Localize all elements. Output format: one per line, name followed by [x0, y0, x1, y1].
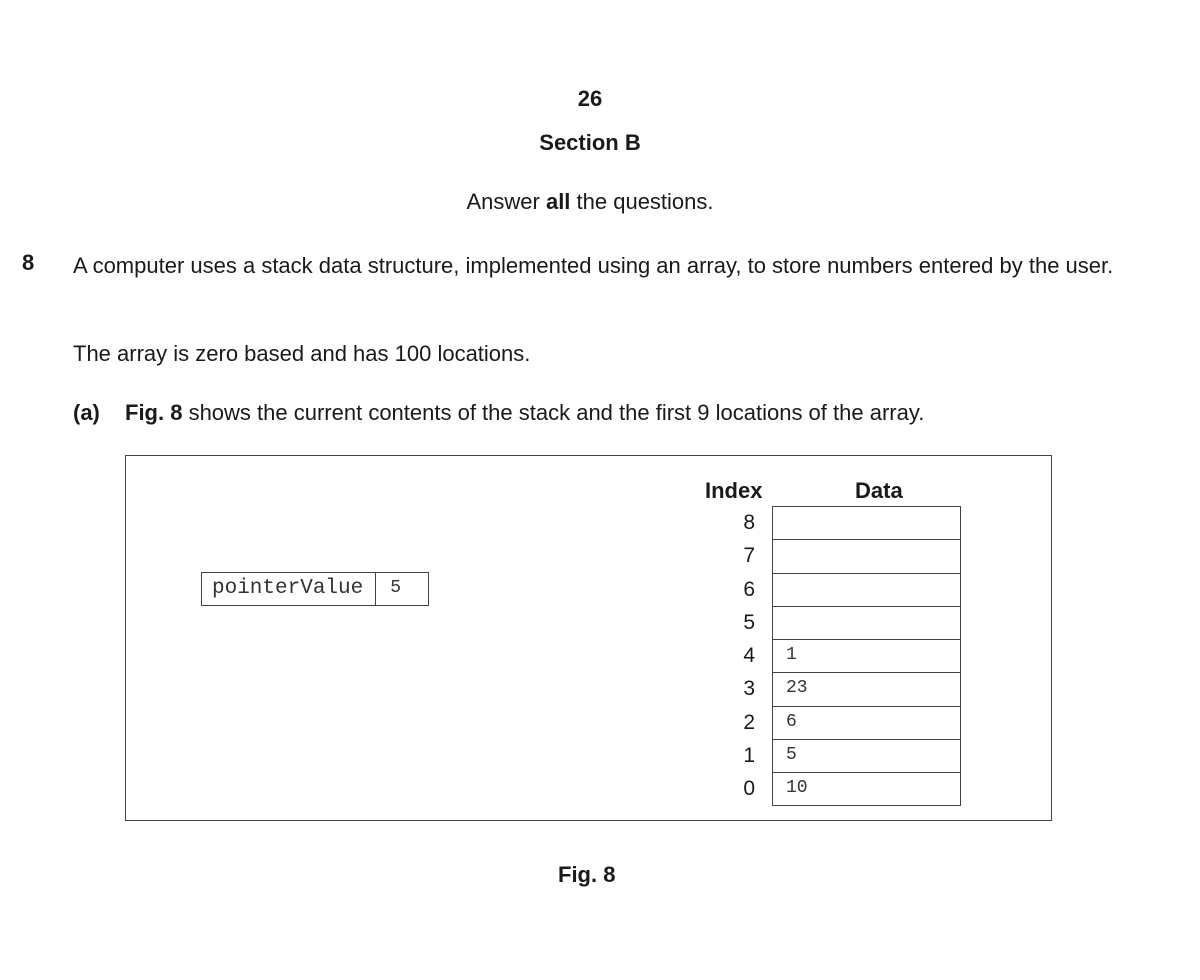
array-row [700, 772, 961, 805]
instruction-emphasis: all [545, 189, 571, 214]
array-row-data-cell [772, 506, 961, 539]
array-row-index: 7 [743, 544, 755, 568]
instruction-prefix: Answer [466, 189, 546, 214]
instruction-suffix: the questions. [570, 189, 714, 214]
data-column-header: Data [855, 478, 903, 503]
part-text [125, 400, 924, 426]
pointer-variable-box [201, 572, 429, 606]
question-text-array-info: The array is zero based and has 100 locations. [73, 341, 531, 366]
figure-caption: Fig. 8 [558, 862, 616, 887]
question-text: A computer uses a stack data structure, implemented using an array, to store numbers entered by the user. [73, 253, 1114, 278]
array-row-data-cell: 10 [772, 772, 961, 805]
stack-array-table [700, 506, 961, 806]
array-row [700, 606, 961, 639]
array-row-data-cell: 6 [772, 706, 961, 739]
array-row-index: 6 [743, 577, 755, 601]
part-label: (a) [73, 400, 100, 425]
array-row [700, 739, 961, 772]
array-row [700, 573, 961, 606]
array-row-data-cell [772, 606, 961, 639]
array-row-index: 1 [743, 744, 755, 768]
array-row-index: 5 [743, 610, 755, 634]
page-number: 26 [577, 86, 603, 111]
array-row-index: 8 [743, 511, 755, 534]
array-row-index: 3 [743, 677, 755, 701]
array-row [700, 639, 961, 672]
array-row-data-cell: 23 [772, 672, 961, 705]
pointer-variable-name: pointerValue [202, 573, 376, 605]
part-text-body: shows the current contents of the stack and the first 9 locations of the array. [182, 400, 925, 425]
array-row-data-cell [772, 573, 961, 606]
part-fig-ref: Fig. 8 [125, 400, 183, 425]
array-row [700, 539, 961, 572]
instruction [0, 189, 1180, 215]
array-row [700, 706, 961, 739]
array-row [700, 672, 961, 705]
array-row-data-cell [772, 539, 961, 572]
section-title: Section B [539, 130, 641, 155]
array-row-index: 4 [743, 644, 755, 668]
index-column-header: Index [705, 478, 763, 503]
array-row-data-cell: 5 [772, 739, 961, 772]
question-number: 8 [22, 250, 35, 275]
array-row [700, 506, 961, 539]
array-row-data-cell: 1 [772, 639, 961, 672]
pointer-variable-value: 5 [390, 578, 402, 598]
array-row-index: 2 [743, 710, 755, 734]
array-row-index: 0 [743, 777, 755, 801]
